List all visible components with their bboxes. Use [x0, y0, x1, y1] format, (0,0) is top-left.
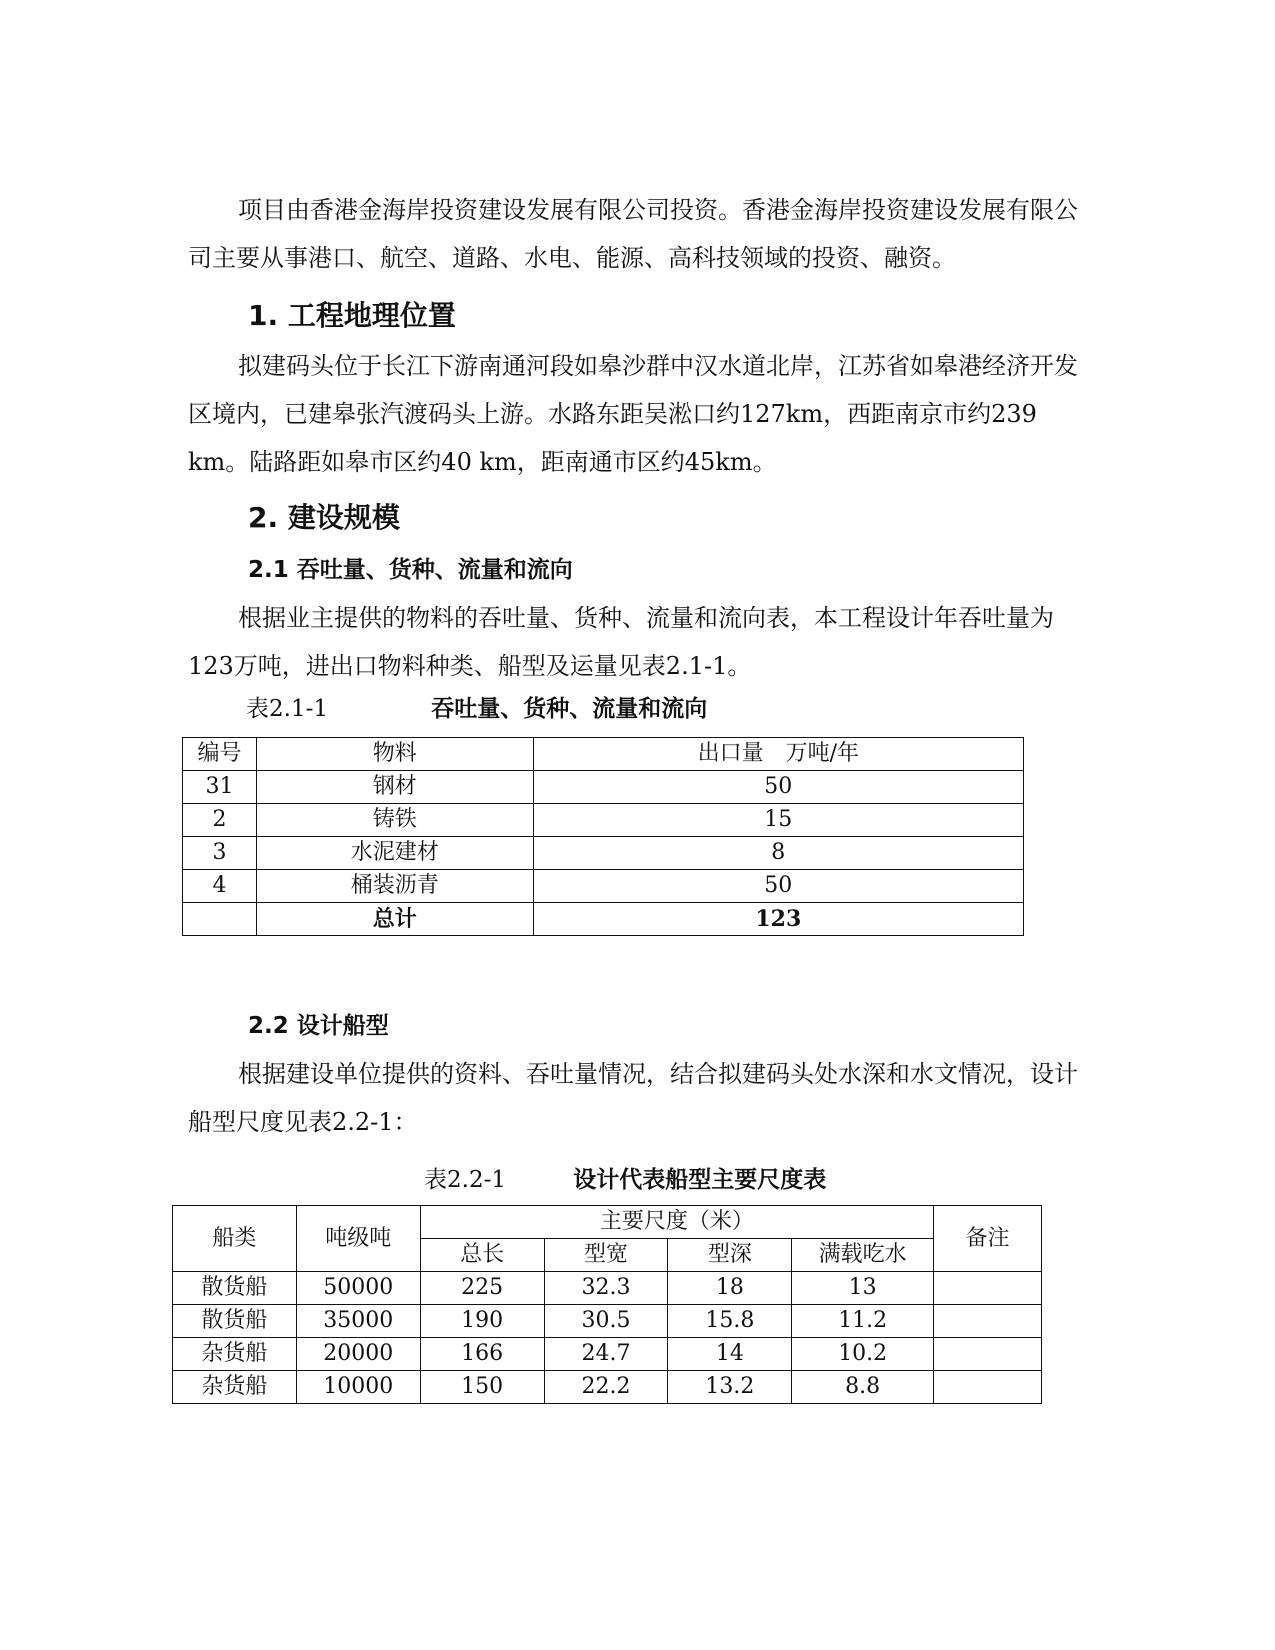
- table-cell: 50: [533, 870, 1023, 903]
- section1-heading: 1. 工程地理位置: [248, 299, 456, 332]
- table-2-2-title: 设计代表船型主要尺度表: [573, 1167, 827, 1193]
- table-cell: 散货船: [173, 1272, 297, 1305]
- header-main-dimensions: 主要尺度（米）: [420, 1206, 933, 1239]
- header-cell: 出口量 万吨/年: [533, 738, 1023, 771]
- subsection-2-1-heading: 2.1 吞吐量、货种、流量和流向: [248, 557, 573, 583]
- header-cell: 型宽: [544, 1239, 668, 1272]
- table-cell: 22.2: [544, 1371, 668, 1404]
- table-cell: 50: [533, 771, 1023, 804]
- table-cell: [183, 903, 257, 936]
- table-cell: [934, 1371, 1042, 1404]
- table-row: [173, 1305, 1042, 1338]
- table-cell: 10.2: [792, 1338, 934, 1371]
- throughput-table: [182, 737, 1024, 936]
- table-cell: 水泥建材: [256, 837, 533, 870]
- ship-dimensions-table: [172, 1205, 1042, 1404]
- table-cell: [934, 1338, 1042, 1371]
- table-cell: 4: [183, 870, 257, 903]
- table-cell: 18: [668, 1272, 792, 1305]
- table-cell: 8.8: [792, 1371, 934, 1404]
- table-row: [173, 1272, 1042, 1305]
- table-row: [183, 837, 1024, 870]
- table-cell: 11.2: [792, 1305, 934, 1338]
- total-label: 总计: [256, 903, 533, 936]
- table-cell: 166: [420, 1338, 544, 1371]
- table-cell: 31: [183, 771, 257, 804]
- header-cell: 型深: [668, 1239, 792, 1272]
- table-cell: 15: [533, 804, 1023, 837]
- table-cell: 24.7: [544, 1338, 668, 1371]
- table-cell: 杂货船: [173, 1338, 297, 1371]
- table-cell: 散货船: [173, 1305, 297, 1338]
- table-cell: [934, 1305, 1042, 1338]
- total-value: 123: [533, 903, 1023, 936]
- subsection-2-2-paragraph: 根据建设单位提供的资料、吞吐量情况，结合拟建码头处水深和水文情况，设计船型尺度见表2.2-1：: [188, 1060, 1078, 1136]
- table-cell: 铸铁: [256, 804, 533, 837]
- table-2-1-number: 表2.1-1: [246, 696, 328, 722]
- table-cell: 32.3: [544, 1272, 668, 1305]
- table-2-2-number: 表2.2-1: [424, 1167, 506, 1193]
- table-row: [183, 771, 1024, 804]
- table-cell: 2: [183, 804, 257, 837]
- table-cell: 13.2: [668, 1371, 792, 1404]
- table-cell: 15.8: [668, 1305, 792, 1338]
- subsection-2-1-paragraph: 根据业主提供的物料的吞吐量、货种、流量和流向表，本工程设计年吞吐量为123万吨，进出口物料种类、船型及运量见表2.1-1。: [188, 604, 1054, 680]
- table-cell: 50000: [296, 1272, 420, 1305]
- table-cell: 35000: [296, 1305, 420, 1338]
- table-2-1-title: 吞吐量、货种、流量和流向: [431, 696, 708, 722]
- header-remark: 备注: [934, 1206, 1042, 1272]
- table-cell: 桶装沥青: [256, 870, 533, 903]
- table-cell: 3: [183, 837, 257, 870]
- table-cell: 14: [668, 1338, 792, 1371]
- section2-heading: 2. 建设规模: [248, 501, 400, 534]
- subsection-2-2-heading: 2.2 设计船型: [248, 1013, 389, 1039]
- header-ship-type: 船类: [173, 1206, 297, 1272]
- table-cell: 190: [420, 1305, 544, 1338]
- table-cell: 8: [533, 837, 1023, 870]
- table-cell: 13: [792, 1272, 934, 1305]
- header-cell: 物料: [256, 738, 533, 771]
- table-cell: 10000: [296, 1371, 420, 1404]
- table-cell: [934, 1272, 1042, 1305]
- table-2-1-caption: [246, 692, 707, 726]
- table-row: [183, 870, 1024, 903]
- table-header-row: [173, 1206, 1042, 1239]
- table-row: [173, 1371, 1042, 1404]
- table-row: [183, 804, 1024, 837]
- intro-paragraph: 项目由香港金海岸投资建设发展有限公司投资。香港金海岸投资建设发展有限公司主要从事港口、航空、道路、水电、能源、高科技领域的投资、融资。: [188, 196, 1078, 272]
- table-header-row: [183, 738, 1024, 771]
- header-tonnage: 吨级吨: [296, 1206, 420, 1272]
- table-total-row: [183, 903, 1024, 936]
- table-cell: 20000: [296, 1338, 420, 1371]
- header-cell: 满载吃水: [792, 1239, 934, 1272]
- table-cell: 30.5: [544, 1305, 668, 1338]
- table-cell: 杂货船: [173, 1371, 297, 1404]
- header-cell: 总长: [420, 1239, 544, 1272]
- table-2-2-caption: [424, 1163, 826, 1197]
- table-row: [173, 1338, 1042, 1371]
- header-cell: 编号: [183, 738, 257, 771]
- table-cell: 150: [420, 1371, 544, 1404]
- table-cell: 钢材: [256, 771, 533, 804]
- section1-paragraph: 拟建码头位于长江下游南通河段如皋沙群中汉水道北岸，江苏省如皋港经济开发区境内，已建皋张汽渡码头上游。水路东距吴淞口约127km，西距南京市约239 km。陆路距如皋市区约40 km，距南通市区约45km。: [188, 352, 1078, 476]
- table-cell: 225: [420, 1272, 544, 1305]
